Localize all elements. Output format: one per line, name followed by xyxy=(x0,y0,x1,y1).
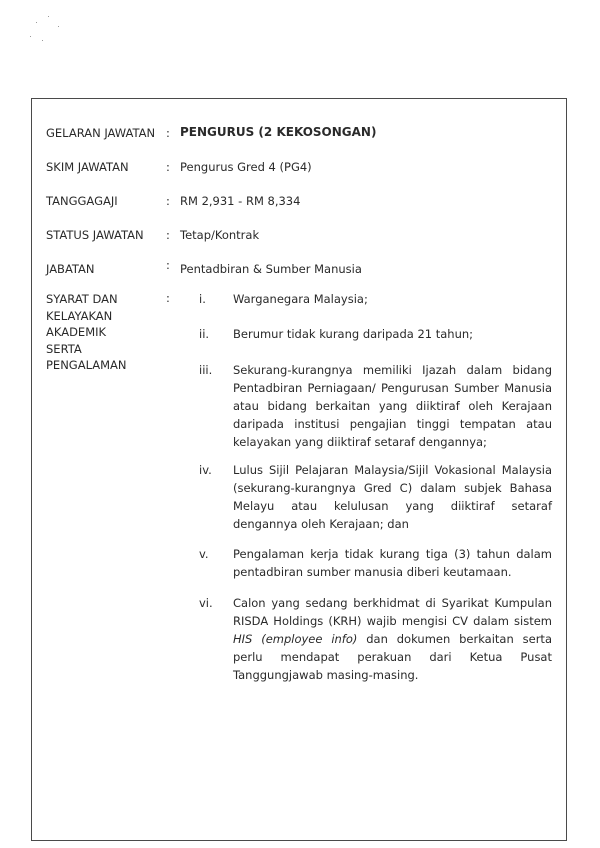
requirement-text: Warganegara Malaysia; xyxy=(233,292,368,306)
requirement-number: v. xyxy=(199,547,209,561)
field-colon: : xyxy=(166,258,170,272)
requirements-label-line: KELAYAKAN xyxy=(46,308,113,323)
requirement-text xyxy=(233,594,552,684)
requirement-number: ii. xyxy=(199,327,210,341)
field-value-status: Tetap/Kontrak xyxy=(180,228,260,242)
scan-speck xyxy=(48,16,49,17)
requirement-text: Lulus Sijil Pelajaran Malaysia/Sijil Vokasional Malaysia (sekurang-kurangnya Gred C) dalam subjek Bahasa Melayu atau kelulusan yang diiktiraf setaraf dengannya oleh Kerajaan; dan xyxy=(233,463,552,531)
requirement-number: i. xyxy=(199,292,206,306)
field-colon: : xyxy=(166,228,170,242)
field-value-scheme: Pengurus Gred 4 (PG4) xyxy=(180,160,312,174)
field-value-post-title: PENGURUS (2 KEKOSONGAN) xyxy=(180,125,377,139)
requirement-text-part: dan dokumen berkaitan serta perlu mendapat perakuan dari Ketua Pusat Tanggungjawab masing-masing. xyxy=(233,632,552,682)
requirements-label xyxy=(46,291,127,374)
requirements-label-line: AKADEMIK xyxy=(46,325,107,339)
requirement-text: Pengalaman kerja tidak kurang tiga (3) tahun dalam pentadbiran sumber manusia diberi keutamaan. xyxy=(233,547,552,579)
requirements-label-line: SERTA xyxy=(46,341,82,356)
requirement-number: iii. xyxy=(199,363,213,377)
requirement-text-part: Calon yang sedang berkhidmat di Syarikat Kumpulan RISDA Holdings (KRH) wajib mengisi CV dalam sistem xyxy=(233,596,552,628)
requirement-number: vi. xyxy=(199,596,213,610)
field-label-scheme: SKIM JAWATAN xyxy=(46,160,129,174)
scan-speck xyxy=(42,40,43,41)
scan-speck xyxy=(58,26,59,27)
field-label-salary: TANGGAGAJI xyxy=(46,194,118,208)
requirement-text: Sekurang-kurangnya memiliki Ijazah dalam bidang Pentadbiran Perniagaan/ Pengurusan Sumber Manusia atau bidang berkaitan yang diiktiraf oleh Kerajaan daripada institusi pengajian tinggi tempatan atau kelayakan yang diiktiraf setaraf dengannya; xyxy=(233,363,552,449)
field-value-department: Pentadbiran & Sumber Manusia xyxy=(180,262,362,276)
field-colon: : xyxy=(166,194,170,208)
scan-speck xyxy=(30,36,31,37)
requirements-label-line: SYARAT DAN xyxy=(46,292,118,306)
field-colon: : xyxy=(166,291,170,305)
field-colon: : xyxy=(166,126,170,140)
field-label-post-title: GELARAN JAWATAN xyxy=(46,126,156,140)
field-value-salary: RM 2,931 - RM 8,334 xyxy=(180,194,301,208)
requirements-label-line: PENGALAMAN xyxy=(46,358,127,372)
field-label-status: STATUS JAWATAN xyxy=(46,228,144,242)
field-colon: : xyxy=(166,160,170,174)
requirement-text-italic: HIS (employee info) xyxy=(233,632,358,646)
requirement-number: iv. xyxy=(199,463,212,477)
requirement-text: Berumur tidak kurang daripada 21 tahun; xyxy=(233,327,474,341)
scan-speck xyxy=(36,22,37,23)
field-label-department: JABATAN xyxy=(46,262,95,276)
